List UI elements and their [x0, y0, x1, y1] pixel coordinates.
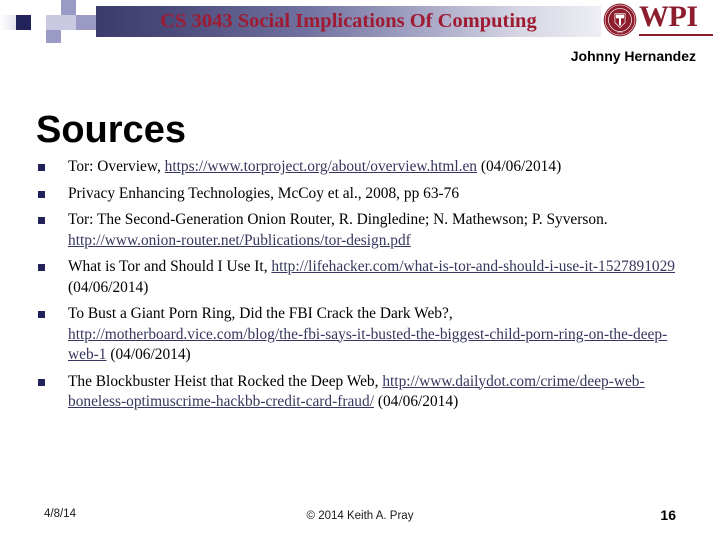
- wpi-seal-icon: [603, 3, 637, 37]
- header-decoration-square: [0, 0, 16, 15]
- header-decoration-square: [46, 0, 61, 15]
- wpi-underline-rule: [639, 34, 713, 36]
- presenter-name: Johnny Hernandez: [570, 48, 696, 64]
- bullet-square-icon: [38, 264, 45, 271]
- list-item-text: [68, 305, 667, 363]
- bullet-square-icon: [38, 379, 45, 386]
- header-decoration-square: [0, 15, 16, 30]
- course-title: CS 3043 Social Implications Of Computing: [160, 10, 537, 32]
- source-text: (04/06/2014): [373, 393, 459, 410]
- list-item: [36, 210, 688, 251]
- list-item: [36, 372, 688, 413]
- source-text: (04/06/2014): [68, 278, 149, 296]
- footer-copyright: © 2014 Keith A. Pray: [306, 510, 414, 522]
- source-text: Privacy Enhancing Technologies, McCoy et al., 2008, pp 63-76: [68, 184, 460, 202]
- slide-header: [0, 0, 720, 44]
- bullet-square-icon: [38, 164, 45, 171]
- source-link[interactable]: http://www.onion-router.net/Publications/tor-design.pdf: [68, 231, 411, 249]
- sources-list: [36, 157, 688, 419]
- slide-number: 16: [660, 507, 676, 523]
- list-item: [36, 184, 688, 205]
- source-link[interactable]: https://www.torproject.org/about/overview.html.en: [164, 158, 477, 175]
- list-item: [36, 157, 688, 178]
- source-text: (04/06/2014): [476, 158, 562, 175]
- header-decoration-square: [61, 0, 76, 15]
- bullet-square-icon: [38, 191, 45, 198]
- header-decoration-square: [76, 15, 96, 30]
- header-decoration-square: [61, 15, 76, 30]
- header-decoration-square: [46, 30, 61, 43]
- header-decoration-square: [16, 15, 31, 30]
- header-decoration-square: [46, 15, 61, 30]
- source-text: Tor: Overview,: [68, 158, 165, 175]
- list-item-text: [68, 185, 459, 202]
- wpi-wordmark: WPI: [639, 0, 698, 33]
- source-text: (04/06/2014): [106, 346, 191, 363]
- wpi-logo: [603, 1, 715, 41]
- source-text: Tor: The Second-Generation Onion Router, R. Dingledine; N. Mathewson; P. Syverson.: [68, 211, 608, 228]
- source-link[interactable]: http://www.dailydot.com/crime/deep-web-boneless-optimuscrime-hackbb-credit-card-fraud/: [68, 372, 645, 410]
- source-text: To Bust a Giant Porn Ring, Did the FBI Crack the Dark Web?,: [68, 305, 453, 322]
- list-item-text: [68, 211, 608, 249]
- source-link[interactable]: http://lifehacker.com/what-is-tor-and-should-i-use-it-1527891029: [271, 258, 676, 275]
- list-item: [36, 257, 688, 298]
- list-item-text: [68, 258, 675, 296]
- header-decoration-square: [31, 30, 46, 43]
- page-title: Sources: [36, 109, 186, 152]
- bullet-square-icon: [38, 217, 45, 224]
- footer-date: 4/8/14: [44, 508, 76, 520]
- list-item-text: [68, 158, 561, 175]
- source-text: What is Tor and Should I Use It,: [68, 258, 272, 275]
- svg-text:1865: 1865: [616, 29, 624, 34]
- bullet-square-icon: [38, 311, 45, 318]
- list-item: [36, 304, 688, 366]
- list-item-text: [68, 373, 645, 411]
- header-decoration-square: [31, 15, 46, 30]
- header-decoration-square: [31, 0, 46, 15]
- source-link[interactable]: http://motherboard.vice.com/blog/the-fbi-says-it-busted-the-biggest-child-porn-ring-on-the-deep-web-1: [68, 325, 668, 363]
- header-decoration-square: [76, 0, 96, 15]
- source-text: The Blockbuster Heist that Rocked the Deep Web,: [68, 372, 383, 390]
